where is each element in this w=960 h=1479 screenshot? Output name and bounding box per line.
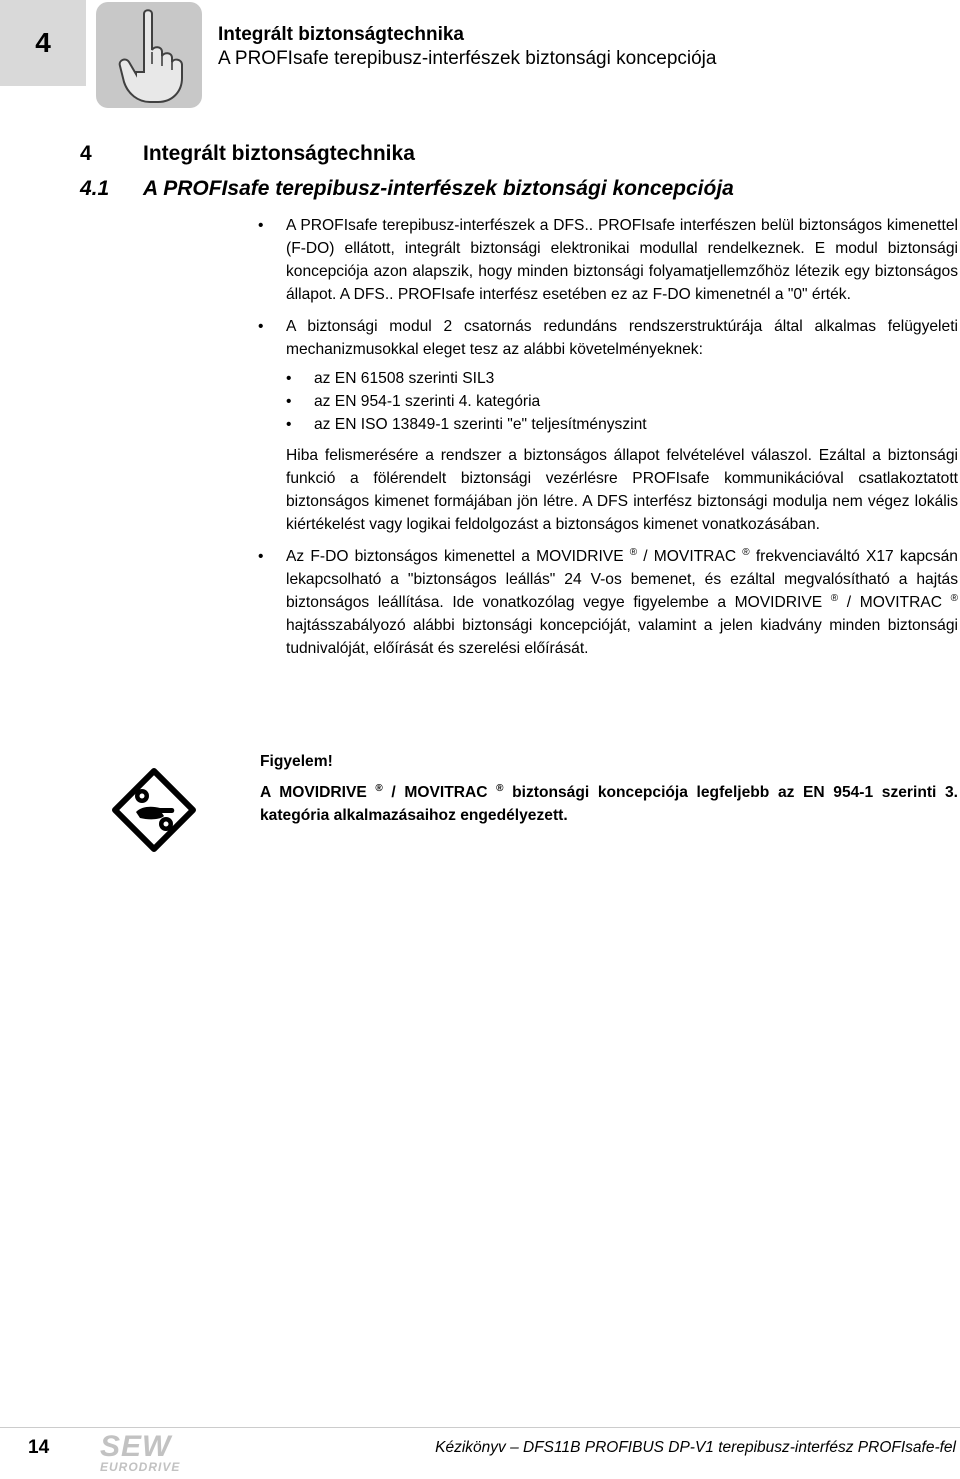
registered-mark: ® xyxy=(950,592,959,604)
bullet-intro: • A PROFIsafe terepibusz-interfészek a DFS.. PROFIsafe interfészen belül biztonságos kimenettel (F-DO) ellátott, integrált biztonsági elektronikai modullal rendelkeznek. E modul biztonsági koncepciója azon alapszik, hogy minden biztonsági folyamatjellemzőhöz létezik egy biztonságos állapot. A DFS.. PROFIsafe interfész esetében ez az F-DO kimenetnél a "0" érték. xyxy=(258,214,958,306)
chapter-tab-number: 4 xyxy=(35,27,51,58)
footer-divider xyxy=(0,1427,960,1428)
chapter-tab xyxy=(0,0,86,86)
text-run: frekvenciaváltó X17 kapcsán lekapcsolható a "biztonságos leállás" 24 V-os bemenet, és ezáltal megvalósítható a hajtás biztonságos leállítása. Ide vonatkozólag vegye figyelembe a MOVIDRIVE xyxy=(286,548,958,611)
subsection-number: 4.1 xyxy=(80,177,110,200)
note-heading: Figyelem! xyxy=(260,753,333,770)
registered-mark: ® xyxy=(496,782,504,794)
list-item: • az EN ISO 13849-1 szerinti "e" teljesítményszint xyxy=(286,413,958,436)
registered-mark: ® xyxy=(629,546,638,558)
registered-mark: ® xyxy=(375,782,383,794)
hand-pointer-icon xyxy=(96,2,202,108)
main-content xyxy=(258,214,958,669)
text-run: / MOVITRAC xyxy=(637,548,737,565)
logo-main: SEW xyxy=(100,1430,172,1463)
bullet-fdo-output xyxy=(258,545,958,660)
registered-mark: ® xyxy=(742,546,750,558)
text-run: A MOVIDRIVE xyxy=(260,784,367,801)
requirements-list xyxy=(286,367,958,436)
text-run: biztonsági koncepciója legfeljebb az EN 954-1 szerinti 3. kategória alkalmazásaihoz engedélyezett. xyxy=(260,784,958,824)
section-number: 4 xyxy=(80,142,92,165)
note-body xyxy=(260,781,958,827)
text-run: / MOVITRAC xyxy=(838,594,943,611)
sew-eurodrive-logo xyxy=(100,1430,180,1474)
text-run: Az F-DO biztonságos kimenettel a MOVIDRIVE xyxy=(286,548,624,565)
fault-response-paragraph: Hiba felismerésére a rendszer a biztonságos állapot felvételével válaszol. Ezáltal a biztonsági funkció a fölérendelt biztonsági vezérlésre PROFIsafe kommunikációval csatlakoztatott biztonságos kimenet formájában jön létre. A DFS interfész biztonsági modulja nem végez lokális kiértékelést vagy logikai feldolgozást a biztonságos kimenet vonatkozásában. xyxy=(286,447,958,533)
list-item: • az EN 61508 szerinti SIL3 xyxy=(286,367,958,390)
text-run: hajtásszabályozó alábbi biztonsági koncepcióját, valamint a jelen kiadvány minden biztonsági tudnivalóját, előírását és szerelési előírását. xyxy=(286,617,958,657)
list-item: • az EN 954-1 szerinti 4. kategória xyxy=(286,390,958,413)
section-title: Integrált biztonságtechnika xyxy=(143,142,415,165)
logo-sub: EURODRIVE xyxy=(100,1460,181,1474)
page-number: 14 xyxy=(28,1437,50,1458)
subsection-title: A PROFIsafe terepibusz-interfészek biztonsági koncepciója xyxy=(143,177,734,200)
header-title: Integrált biztonságtechnika xyxy=(218,24,464,45)
footer-manual-title: Kézikönyv – DFS11B PROFIBUS DP-V1 terepibusz-interfész PROFIsafe-fel xyxy=(435,1439,956,1456)
safety-module-intro: • A biztonsági modul 2 csatornás redundáns rendszerstruktúrája által alkalmas felügyeleti mechanizmusokkal eleget tesz az alábbi követelményeknek: xyxy=(286,318,958,358)
registered-mark: ® xyxy=(830,592,839,604)
text-run: / MOVITRAC xyxy=(382,784,488,801)
warning-crush-hazard-icon xyxy=(112,768,196,852)
bullet-safety-module xyxy=(258,315,958,536)
header-subtitle: A PROFIsafe terepibusz-interfészek biztonsági koncepciója xyxy=(218,48,717,69)
warning-note xyxy=(260,750,958,827)
